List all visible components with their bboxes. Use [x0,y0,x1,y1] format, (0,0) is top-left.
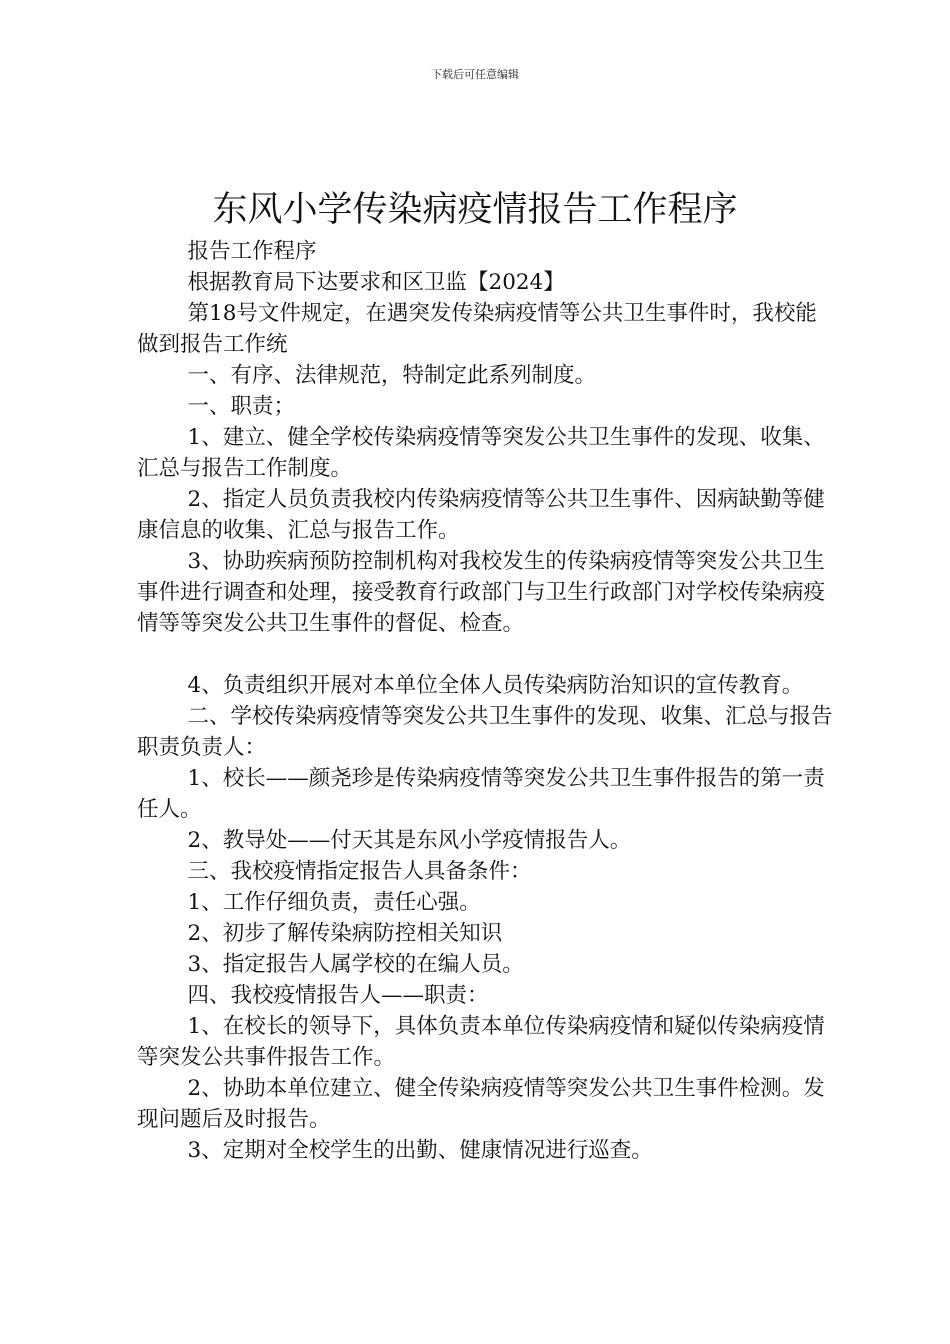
paragraph: 3、定期对全校学生的出勤、健康情况进行巡查。 [187,1138,653,1163]
paragraph: 1、工作仔细负责，责任心强。 [187,890,481,915]
document-title: 东风小学传染病疫情报告工作程序 [212,190,738,230]
blank-line [137,639,837,670]
paragraph: 3、指定报告人属学校的在编人员。 [187,952,524,977]
paragraph: 2、初步了解传染病防控相关知识 [187,921,503,946]
paragraph: 一、有序、法律规范，特制定此系列制度。 [187,363,597,388]
paragraph: 1、校长——颜尧珍是传染病疫情等突发公共卫生事件报告的第一责任人。 [137,766,825,822]
header-note: 下载后可任意编辑 [431,68,519,81]
paragraph: 2、教导处——付天其是东风小学疫情报告人。 [187,828,632,853]
paragraph: 2、协助本单位建立、健全传染病疫情等突发公共卫生事件检测。发现问题后及时报告。 [137,1076,825,1132]
paragraph: 一、职责； [187,394,296,419]
paragraph: 四、我校疫情报告人——职责： [187,983,489,1008]
paragraph: 1、在校长的领导下，具体负责本单位传染病疫情和疑似传染病疫情等突发公共事件报告工作。 [137,1014,825,1070]
paragraph: 第18号文件规定，在遇突发传染病疫情等公共卫生事件时，我校能做到报告工作统 [137,301,817,357]
paragraph: 2、指定人员负责我校内传染病疫情等公共卫生事件、因病缺勤等健康信息的收集、汇总与报告工作。 [137,487,825,543]
paragraph: 报告工作程序 [187,239,317,264]
paragraph: 根据教育局下达要求和区卫监【2024】 [187,270,565,295]
paragraph: 4、负责组织开展对本单位全体人员传染病防治知识的宣传教育。 [187,673,804,698]
paragraph: 三、我校疫情指定报告人具备条件： [187,859,532,884]
paragraph: 1、建立、健全学校传染病疫情等突发公共卫生事件的发现、收集、汇总与报告工作制度。 [137,425,825,481]
document-body [137,236,837,1166]
paragraph: 二、学校传染病疫情等突发公共卫生事件的发现、收集、汇总与报告职责负责人： [137,704,833,760]
paragraph: 3、协助疾病预防控制机构对我校发生的传染病疫情等突发公共卫生事件进行调查和处理，接受教育行政部门与卫生行政部门对学校传染病疫情等等突发公共卫生事件的督促、检查。 [137,549,826,636]
